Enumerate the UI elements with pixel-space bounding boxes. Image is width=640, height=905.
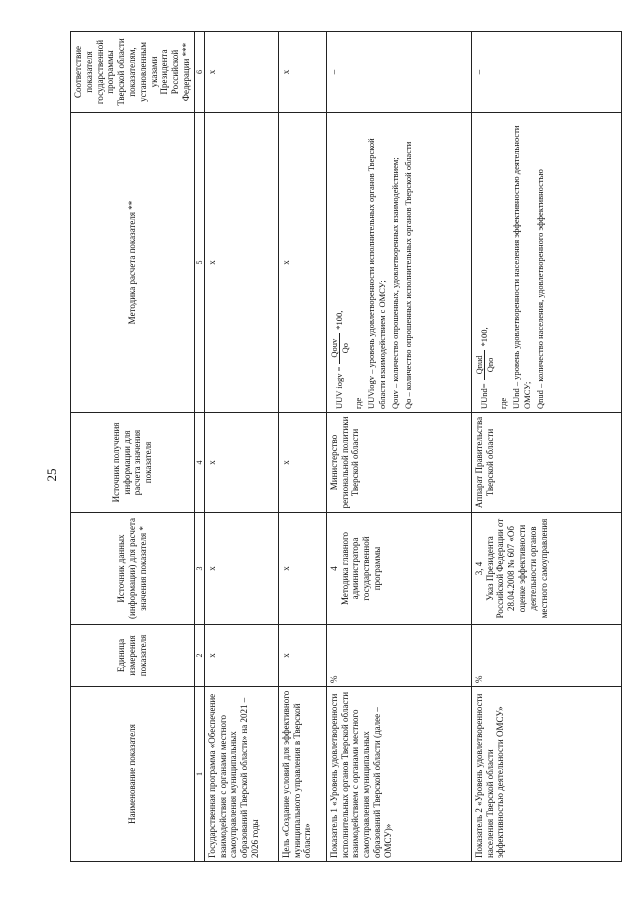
row-compliance: – (471, 32, 621, 113)
formula-tail: *100, (479, 327, 490, 347)
page-number: 25 (44, 468, 59, 482)
indicator-table-sheet (70, 32, 622, 862)
row-name: Показатель 2 «Уровень удовлетворенности населения Тверской области эффективностью деятельности ОМСУ» (471, 687, 621, 862)
header-method: Методика расчета показателя ** (71, 113, 195, 413)
header-source: Источник данных (информации) для расчета значения показателя * (71, 513, 195, 625)
formula-numerator: Qnud (474, 350, 485, 381)
row-method: х (278, 113, 326, 413)
row-source: х (204, 513, 278, 625)
indicator-table (70, 31, 622, 862)
row-compliance: х (278, 32, 326, 113)
row-compliance: х (204, 32, 278, 113)
formula-tail: *100, (334, 310, 345, 330)
formula-denominator: Qno (484, 357, 495, 373)
formula-lhs: UUnd= (479, 383, 490, 409)
row-receipt: Министерство региональной политики Тверской области (326, 413, 471, 513)
formula-denominator: Qo (339, 342, 350, 354)
row-unit: % (471, 625, 621, 687)
row-source (326, 513, 471, 625)
source-number: 4 (328, 566, 339, 571)
table-row (204, 32, 278, 862)
col-number: 4 (194, 413, 204, 513)
row-receipt: Аппарат Правительства Тверской области (471, 413, 621, 513)
row-unit: % (326, 625, 471, 687)
formula-numerator: Qouv (329, 333, 340, 364)
header-row (71, 32, 195, 862)
formula-lhs: UUV iogv = (334, 366, 345, 409)
rotated-page (70, 32, 622, 862)
method-note: Qo – количество опрошенных исполнительных органов Тверской области (402, 141, 413, 409)
table-row (278, 32, 326, 862)
row-name: Государственная программа «Обеспечение взаимодействия с органами местного самоуправления муниципальных образований Тверской области» на 2021 – 2026 годы (204, 687, 278, 862)
source-text: Методика главного администратора государственной программы (339, 531, 382, 606)
formula-fraction (329, 333, 350, 364)
row-receipt: х (204, 413, 278, 513)
column-number-row (194, 32, 204, 862)
row-name: Показатель 1 «Уровень удовлетворенности исполнительных органов Тверской области взаимодействием с органами местного самоуправления муниципальных образований Тверской области (далее – ОМСУ)» (326, 687, 471, 862)
col-number: 2 (194, 625, 204, 687)
method-note: где (353, 397, 364, 409)
row-method (326, 113, 471, 413)
formula (329, 116, 350, 409)
row-compliance: – (326, 32, 471, 113)
row-name: Цель «Создание условий для эффективного муниципального управления в Тверской области» (278, 687, 326, 862)
row-method (471, 113, 621, 413)
method-note: где (498, 397, 509, 409)
method-note: UUnd – уровень удовлетворенности населения эффективностью деятельности ОМСУ; (511, 125, 532, 409)
row-unit: х (278, 625, 326, 687)
col-number: 6 (194, 32, 204, 113)
row-source (471, 513, 621, 625)
row-source: х (278, 513, 326, 625)
col-number: 5 (194, 113, 204, 413)
formula-fraction (474, 350, 495, 381)
header-name: Наименование показателя (71, 687, 195, 862)
header-unit: Единица измерения показателя (71, 625, 195, 687)
method-note: Qouv – количество опрошенных, удовлетворенных взаимодействием; (389, 157, 400, 409)
formula (474, 116, 495, 409)
source-text: Указ Президента Российской Федерации от 28.04.2008 № 607 «Об оценке эффективности деятельности органов местного самоуправления (484, 518, 549, 619)
col-number: 3 (194, 513, 204, 625)
row-receipt: х (278, 413, 326, 513)
row-method: х (204, 113, 278, 413)
col-number: 1 (194, 687, 204, 862)
table-row (326, 32, 471, 862)
header-receipt: Источник получения информации для расчета значения показателя (71, 413, 195, 513)
method-note: UUViogv – уровень удовлетворенности исполнительных органов Тверской области взаимодействием с ОМСУ; (366, 138, 387, 409)
method-note: Qnud – количество населения, удовлетворенного эффективностью (534, 169, 545, 409)
row-unit: х (204, 625, 278, 687)
source-number: 3, 4 (473, 561, 484, 576)
table-row (471, 32, 621, 862)
header-compliance: Соответствие показателя государственной программы Тверской области показателям, установленным указами Президента Российской Федерации *** (71, 32, 195, 113)
